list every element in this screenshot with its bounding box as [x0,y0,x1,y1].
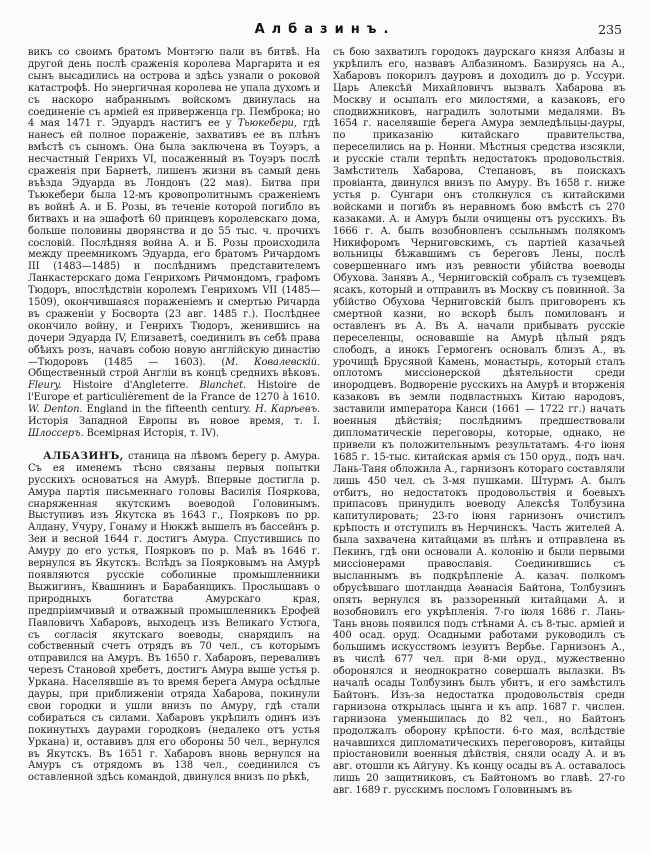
paragraph [28,47,320,440]
running-head [0,22,650,42]
page-title: Албазинъ. [254,22,396,37]
text-segment: викъ со своимъ братомъ Монтэгю пали въ битвѣ. На другой день послѣ сраженія королева Маргарита и ея сынъ высадились на острова и здѣсь узнали о роковой катастрофѣ. Но энергичная королева не упала духомъ и съ наскоро набраннымъ войскомъ двинулась на соединеніе съ арміей ея приверженца гр. Пемброка; но 4 мая 1471 г. Эдуардъ настигъ ее у [28,47,320,130]
entry-headword: АЛБАЗИНЪ, [43,449,124,462]
text-segment: Тьюкебери, [237,118,297,130]
page-number: 235 [598,22,622,37]
text-column-left [28,47,320,812]
text-segment: Всемірная Исторія, т. IV). [83,428,219,439]
text-column-right [333,47,625,812]
text-segment: съ бою захватилъ городокъ даурскаго князя Албазы и укрѣпилъ его, назвавъ Албазиномъ. Базируясь на А., Хабаровъ покорилъ дауровъ и доходилъ до р. Уссури. Царь Алексѣй Михайловичъ вызвалъ Хабарова въ Москву и осыпалъ его милостями, а казаковъ, его сподвижниковъ, наградилъ золотыми медалями. Въ 1654 г. населявшіе берега Амура земледѣльцы-дауры, по приказанію китайскаго правительства, переселились на р. Нонни. Мѣстныя средства изсякли, и русскіе стали терпѣть недостатокъ продовольствія. Замѣститель Хабарова, Степановъ, въ поискахъ провіанта, двинулся внизъ по Амуру. Въ 1658 г. ниже устья р. Сунгари онъ столкнулся съ китайскими войсками и погибъ въ неравномъ бою вмѣстѣ съ 270 казаками. А. и Амуръ были очищены отъ русскихъ. Въ 1666 г. А. былъ возобновленъ ссыльнымъ полякомъ Никифоромъ Черниговскимъ, съ партіей казачьей вольницы бѣжавшимъ съ береговъ Лены, послѣ совершеннаго имъ изъ ревности убійства воеводы Обухова. Занявъ А., Черниговскій собралъ съ туземцевъ ясакъ, который и отправилъ въ Москву съ повинной. За убійство Обухова Черниговскій былъ приговоренъ къ смертной казни, но вскорѣ былъ помилованъ и оставленъ въ А. Въ А. начали прибывать русскіе переселенцы, основавшіе на Амурѣ цѣлый рядъ слободъ, а инокъ Гермогенъ основалъ близъ А., въ урочищѣ Брусяной Камень, монастырь, который сталъ оплотомъ миссіонерской дѣятельности среди инородцевъ. Водвореніе русскихъ на Амурѣ и вторженія казаковъ въ земли подвластныхъ Китаю народовъ, заставили императора Канси (1661 — 1722 гг.) начать военныя дѣйствія; послѣднимъ предшествовали дипломатическіе переговоры, которые, однако, не привели къ положительнымъ результатамъ. 4-го іюня 1685 г. 15-тыс. китайская армія съ 150 оруд., подъ нач. Лань-Таня обложила А., гарнизонъ котораго составляли лишь 450 чел. съ 3-мя пушками. Штурмъ А. былъ отбитъ, но недостатокъ продовольствія и боевыхъ припасовъ принудилъ воеводу Алексѣя Толбузина капитулировать; 23-го іюня гарнизонъ очистилъ крѣпость и отступилъ въ Нерчинскъ. Часть жителей А. была захвачена китайцами въ плѣнъ и отправлена въ Пекинъ, гдѣ они основали А. колонію и были первыми миссіонерами православія. Соединившись съ высланнымъ въ подкрѣпленіе А. казач. полкомъ обрусѣвшаго шотландца Аѳанасія Байтона, Толбузинъ опять вернулся въ раззоренный китайцами А. и возобновилъ его укрѣпленія. 7-го іюля 1686 г. Лань-Тань вновь появился подъ стѣнами А. съ 8-тыс. арміей и 400 осад. оруд. Осадными работами руководилъ съ большимъ искусствомъ іезуитъ Вербье. Гарнизонъ А., въ числѣ 677 чел. при 8-ми оруд., мужественно оборонялся и неоднократно совершалъ вылазки. Въ началѣ осады Толбузинъ былъ убитъ, и его замѣстилъ Байтонъ. Изъ-за недостатка продовольствія среди гарнизона открылась цынга и къ апр. 1687 г. числен. гарнизона уменьшилась до 82 чел., но Байтонъ продолжалъ оборону крѣпости. 6-го мая, вслѣдствіе начавшихся дипломатическихъ переговоровъ, китайцы пріостановили военныя дѣйствія, сняли осаду А. и въ авг. отошли къ Айгуну. Къ концу осады въ А. оставалось лишь 20 защитниковъ, съ Байтономъ во главѣ. 27-го авг. 1689 г. русскимъ посломъ Головинымъ въ [333,47,625,797]
paragraph [28,451,320,784]
text-body [28,47,625,812]
text-segment: Fleury. [28,380,62,392]
text-segment: М. Ковалевскій. [225,356,320,368]
paragraph [333,47,625,797]
text-segment: Общественный строй Англіи въ концѣ среднихъ вѣковъ. [28,368,320,380]
text-segment: гдѣ нанесъ ей полное пораженіе, захвативъ ее въ плѣнъ вмѣстѣ съ сыномъ. Она была заключена въ Тоуэръ, а несчастный Генрихъ VI, посаженный въ Тоуэръ послѣ сраженія при Барнетѣ, лишенъ жизни въ самый день въѣзда Эдуарда въ Лондонъ (22 мая). Битва при Тьюкебери была 12-мъ кровопролитнымъ сраженіемъ въ войнѣ А. и Б. Розы, въ теченіе которой погибло въ битвахъ и на эшафотѣ 60 принцевъ королевскаго дома, больше половины дворянства и до 55 тыс. ч. прочихъ сословій. Послѣдняя война А. и Б. Розы происходила между преемникомъ Эдуарда, его братомъ Ричардомъ III (1483—1485) и послѣднимъ представителемъ Ланкастерскаго дома Генрихомъ Ричмондомъ, графомъ Тюдоръ, впослѣдствіи королемъ Генрихомъ VII (1485—1509), окончившаяся пораженіемъ и смертью Ричарда въ сраженіи у Босворта (23 авг. 1485 г.). Послѣднее окончило войну, и Генрихъ Тюдоръ, женившись на дочери Эдуарда IV, Елизаветѣ, соединилъ въ себѣ права обѣихъ розъ, начавъ собою новую англійскую династію—Тюдоровъ (1485 — 1603). ( [28,118,320,368]
text-segment: Шлоссеръ. [28,428,84,439]
text-segment: W. Denton. [28,404,83,416]
text-segment: станица на лѣвомъ берегу р. Амура. Съ ея именемъ тѣсно связаны первыя попытки русскихъ основаться на Амурѣ. Впервые достигла р. Амура партія письменнаго головы Василія Пояркова, снаряженная якутскимъ воеводой Головинымъ. Выступивъ изъ Якутска въ 1643 г., Поярковъ по рр. Алдану, Учуру, Гонаму и Нюкжѣ вышелъ въ бассейнъ р. Зеи и весной 1644 г. достигъ Амура. Спустившись по Амуру до его устья, Поярковъ по р. Маѣ въ 1646 г. вернулся въ Якутскъ. Вслѣдъ за Поярковымъ на Амурѣ появляются русскіе соболиные промышленники Выжигинъ, Квашнинъ и Барабанщикъ. Прослышавъ о природныхъ богатства Амурскаго края, предпріимчивый и отважный промышленникъ Ерофей Павловичъ Хабаровъ, выходецъ изъ Великаго Устюга, съ согласія якутскаго воеводы, снарядилъ на собственный счетъ отрядъ въ 70 чел., съ которымъ отправился на Амуръ. Въ 1650 г. Хабаровъ, переваливъ черезъ Становой хребетъ, достигъ Амура выше устья р. Уркана. Населявшіе въ то время берега Амура осѣдлые дауры, при приближеніи отряда Хабарова, покинули свои городки и ушли внизъ по Амуру, гдѣ стали собираться съ силами. Хабаровъ укрѣпилъ одинъ изъ покинутыхъ даурами городковъ (недалеко отъ устья Уркана) и, оставивъ для его обороны 50 чел., вернулся въ Якутскъ. Въ 1651 г. Хабаровъ вновь вернулся на Амуръ съ отрядомъ въ 138 чел., соединился съ оставленной здѣсь командой, двинулся внизъ по рѣкѣ, [28,450,320,784]
text-segment: Histoire de l'Europe et particulièrement de la France de 1270 à 1610. [28,380,320,404]
text-segment: Histoire d'Angleterre. [61,380,200,392]
text-segment: Blanchet. [199,380,247,392]
text-segment: Н. Карѣевъ. [255,404,320,416]
text-segment: Исторія Западной Европы въ новое время, т. I. [28,416,320,428]
text-segment: England in the fifteenth century. [82,404,256,416]
